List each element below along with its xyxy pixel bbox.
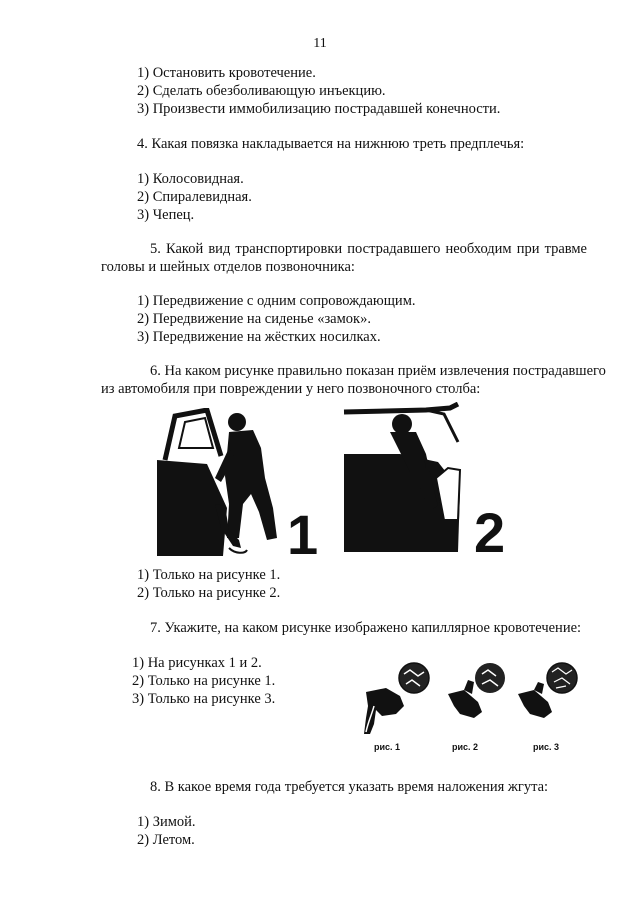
figure-caption-3: рис. 3 — [533, 742, 560, 752]
q3-answer-3: 3) Произвести иммобилизацию пострадавшей конечности. — [137, 101, 501, 117]
q8-answer-2: 2) Летом. — [137, 832, 195, 848]
bleeding-figure-3 — [512, 660, 592, 734]
q8-answer-1: 1) Зимой. — [137, 814, 196, 830]
q6-question-line-1: 6. На каком рисунке правильно показан приём извлечения пострадавшего — [150, 363, 606, 379]
figure-number-2: 2 — [474, 501, 506, 558]
q5-question-line-1: 5. Какой вид транспортировки пострадавшего необходим при травме — [150, 241, 587, 257]
q7-answer-1: 1) На рисунках 1 и 2. — [132, 655, 262, 671]
q6-answer-2: 2) Только на рисунке 2. — [137, 585, 281, 601]
bleeding-figure-2 — [440, 660, 520, 734]
q7-answer-2: 2) Только на рисунке 1. — [132, 673, 276, 689]
page-number: 11 — [313, 36, 327, 51]
q5-answer-1: 1) Передвижение с одним сопровождающим. — [137, 293, 416, 309]
q6-answer-1: 1) Только на рисунке 1. — [137, 567, 281, 583]
q7-answer-3: 3) Только на рисунке 3. — [132, 691, 276, 707]
q4-question: 4. Какая повязка накладывается на нижнюю треть предплечья: — [137, 136, 525, 152]
q3-answer-2: 2) Сделать обезболивающую инъекцию. — [137, 83, 386, 99]
q5-answer-2: 2) Передвижение на сиденье «замок». — [137, 311, 371, 327]
bleeding-figure-1 — [360, 662, 446, 736]
q5-answer-3: 3) Передвижение на жёстких носилках. — [137, 329, 381, 345]
q4-answer-2: 2) Спиралевидная. — [137, 189, 252, 205]
figure-caption-2: рис. 2 — [452, 742, 479, 752]
q8-question: 8. В какое время года требуется указать время наложения жгута: — [150, 779, 549, 795]
figure-caption-1: рис. 1 — [374, 742, 401, 752]
figure-number-1: 1 — [287, 503, 319, 560]
q3-answer-1: 1) Остановить кровотечение. — [137, 65, 316, 81]
q5-question-line-2: головы и шейных отделов позвоночника: — [101, 259, 355, 275]
q6-question-line-2: из автомобиля при повреждении у него позвоночного столба: — [101, 381, 481, 397]
car-extraction-figure-2 — [340, 402, 520, 558]
q4-answer-3: 3) Чепец. — [137, 207, 195, 223]
q7-question: 7. Укажите, на каком рисунке изображено капиллярное кровотечение: — [150, 620, 582, 636]
car-extraction-figure-1 — [155, 408, 333, 560]
q4-answer-1: 1) Колосовидная. — [137, 171, 244, 187]
